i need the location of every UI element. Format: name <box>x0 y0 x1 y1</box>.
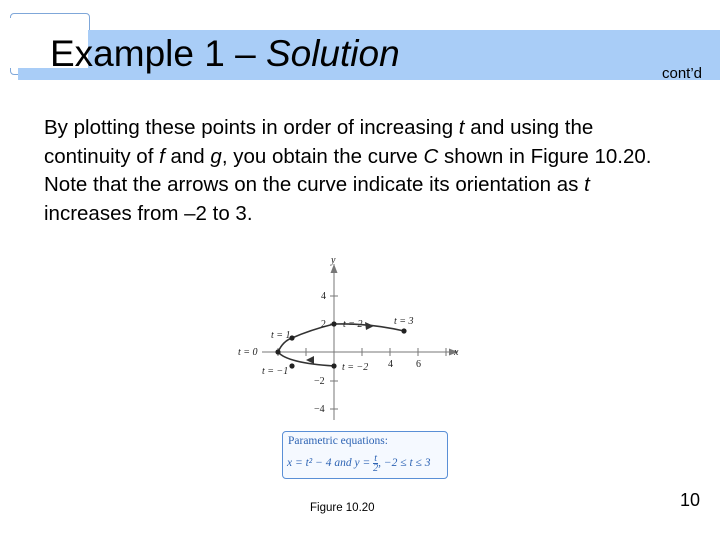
param-frac-den: 2 <box>373 463 379 474</box>
body-paragraph <box>44 114 664 228</box>
param-eq-right: , −2 ≤ t ≤ 3 <box>378 457 431 470</box>
curve-c <box>278 324 404 366</box>
parametric-equations-box <box>282 431 448 479</box>
direction-arrow-upper <box>365 322 374 330</box>
y-axis-label: y <box>331 255 336 266</box>
body-text-segment: increases from –2 to 3. <box>44 201 253 225</box>
parametric-curve-figure <box>230 250 470 430</box>
page-number: 10 <box>680 490 701 510</box>
body-italic-term: C <box>423 144 439 168</box>
y-tick-label: −2 <box>314 376 325 387</box>
body-italic-term: g <box>210 144 222 168</box>
body-italic-term: t <box>584 173 590 196</box>
param-frac-num: t <box>374 453 378 464</box>
figure-caption: Figure 10.20 <box>310 502 375 514</box>
y-tick-label: −4 <box>314 404 325 415</box>
point-label-t0: t = 0 <box>238 347 258 358</box>
contd-label: cont’d <box>662 65 703 82</box>
x-tick-label: 6 <box>416 359 421 370</box>
param-equation <box>287 454 430 473</box>
y-tick-label: 2 <box>321 319 326 330</box>
point-label-t3: t = 3 <box>394 316 414 327</box>
x-tick-label: 4 <box>388 359 393 370</box>
title-sub: Solution <box>265 33 400 74</box>
body-text-segment: shown in Figure 10.20. Note that the arrows on the curve indicate its orientation as <box>44 144 652 196</box>
x-axis-label: x <box>454 347 459 358</box>
title-main: Example 1 – <box>50 33 266 74</box>
param-title: Parametric equations: <box>288 435 388 447</box>
point-label-t1: t = 1 <box>271 330 291 341</box>
body-text-segment: and using the continuity of <box>44 116 594 168</box>
curve-points <box>275 321 406 368</box>
point-label-tm1: t = −1 <box>262 366 289 377</box>
body-text-segment: and <box>164 144 211 168</box>
body-italic-term: f <box>159 144 165 168</box>
param-eq-left: x = t² − 4 and y = <box>287 457 374 470</box>
y-tick-label: 4 <box>321 291 326 302</box>
body-text-segment: , you obtain the curve <box>221 144 424 168</box>
body-text-segment: By plotting these points in order of increasing <box>44 116 459 139</box>
slide-title <box>50 32 400 76</box>
point-label-t2: t = 2 <box>343 319 363 330</box>
point-label-tm2: t = −2 <box>342 362 369 373</box>
body-italic-term: t <box>458 116 465 139</box>
